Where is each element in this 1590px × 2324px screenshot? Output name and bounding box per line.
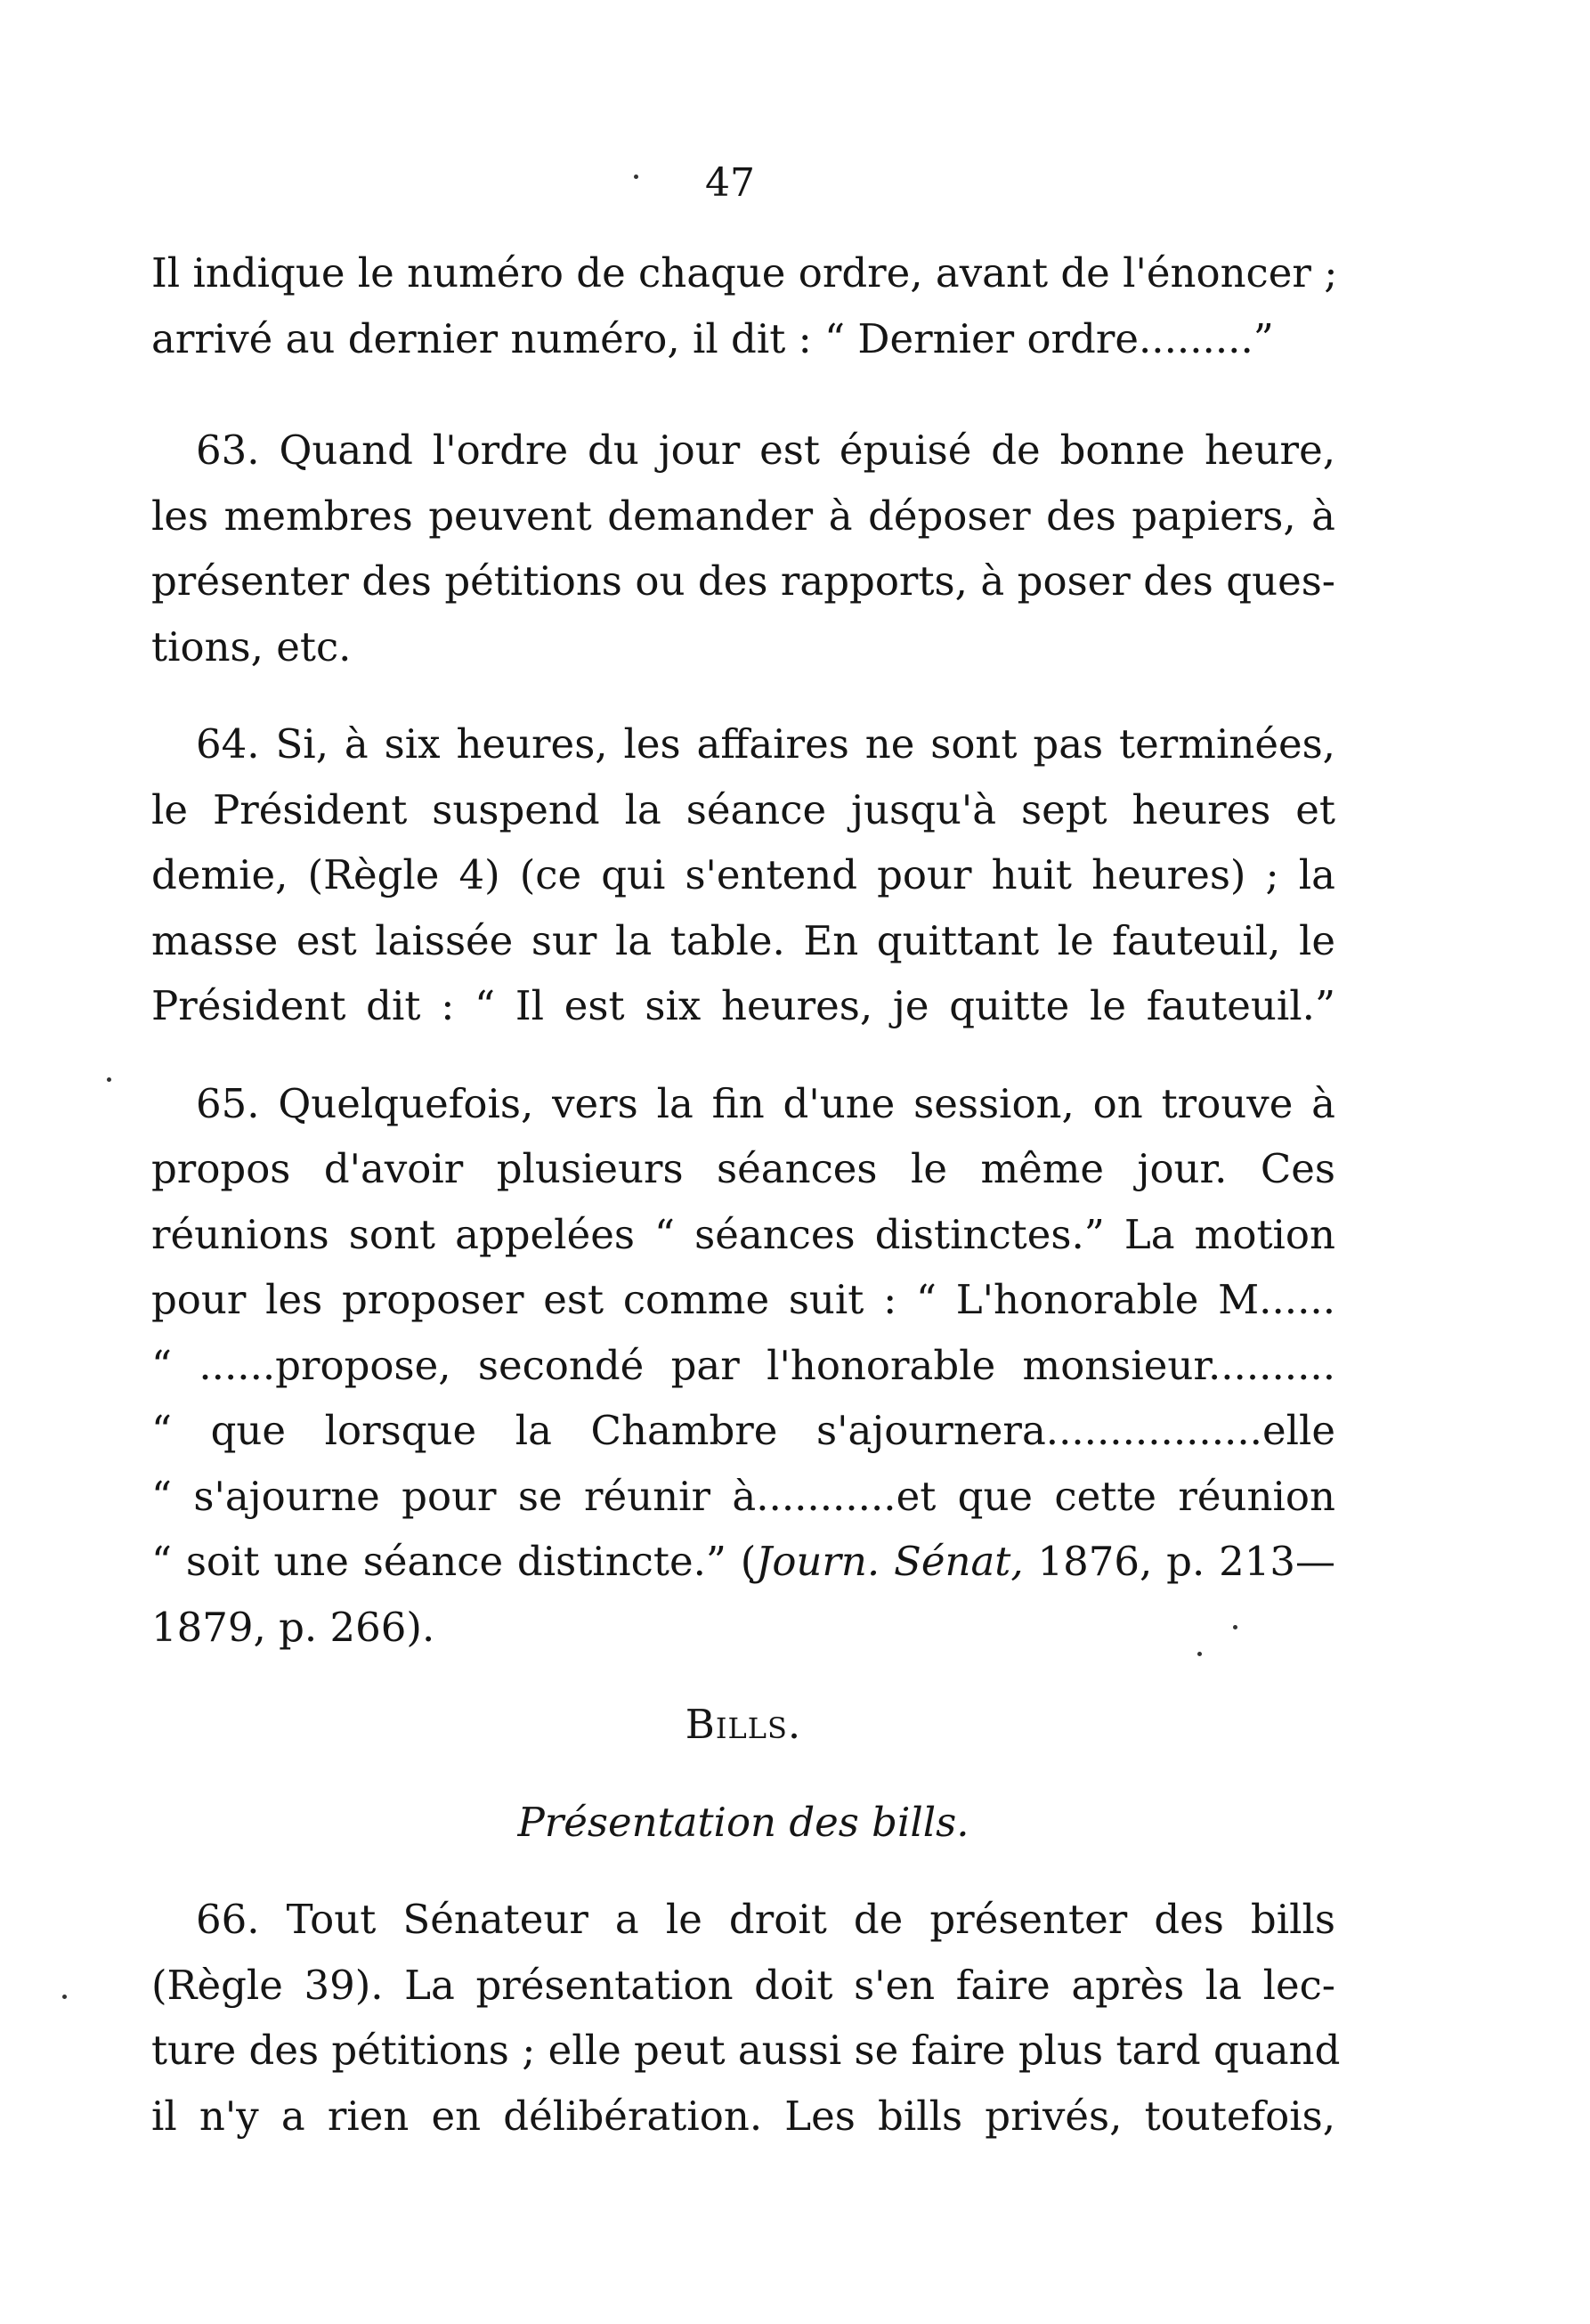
text-line: pour les proposer est comme suit : “ L'honorable M...... [151, 1276, 1335, 1323]
paragraph-64-start: 64. Si, à six heures, les affaires ne sont pas terminées, [196, 720, 1335, 768]
text-line: demie, (Règle 4) (ce qui s'entend pour huit heures) ; la [151, 851, 1335, 898]
journal-title: Journ. Sénat, [756, 1538, 1024, 1585]
text-line: “ ......propose, secondé par l'honorable monsieur.......... [151, 1341, 1335, 1389]
text-line: propos d'avoir plusieurs séances le même jour. Ces [151, 1145, 1335, 1192]
print-speck [634, 175, 638, 179]
text-line: 1879, p. 266). [151, 1603, 435, 1651]
text-line: arrivé au dernier numéro, il dit : “ Dernier ordre.........” [151, 314, 1274, 362]
paragraph-66-start: 66. Tout Sénateur a le droit de présenter des bills [196, 1896, 1335, 1943]
page-number: 47 [705, 160, 755, 206]
text-line: (Règle 39). La présentation doit s'en faire après la lec- [151, 1961, 1335, 2009]
print-speck [107, 1077, 111, 1082]
text-line: il n'y a rien en délibération. Les bills privés, toutefois, [151, 2092, 1335, 2140]
text-line: réunions sont appelées “ séances distinctes.” La motion [151, 1210, 1335, 1258]
print-speck [1197, 1652, 1202, 1656]
text-line: les membres peuvent demander à déposer des papiers, à [151, 492, 1335, 540]
text-line: “ s'ajourne pour se réunir à...........et que cette réunion [151, 1472, 1335, 1520]
print-speck [62, 1995, 67, 1999]
subsection-title: Présentation des bills. [517, 1798, 969, 1846]
citation-pre: “ soit une séance distincte.” ( [151, 1538, 757, 1585]
citation-line [151, 1529, 1335, 1595]
citation-post: 1876, p. 213— [1023, 1538, 1336, 1585]
text-line: le Président suspend la séance jusqu'à sept heures et [151, 785, 1335, 833]
paragraph-65-start: 65. Quelquefois, vers la fin d'une session, on trouve à [196, 1079, 1335, 1127]
print-speck [1233, 1625, 1237, 1629]
text-line: Il indique le numéro de chaque ordre, avant de l'énoncer ; [151, 249, 1338, 297]
text-line: masse est laissée sur la table. En quittant le fauteuil, le [151, 916, 1335, 964]
text-line: présenter des pétitions ou des rapports, à poser des ques- [151, 557, 1335, 605]
text-line: ture des pétitions ; elle peut aussi se faire plus tard quand [151, 2027, 1341, 2074]
text-line: Président dit : “ Il est six heures, je quitte le fauteuil.” [151, 982, 1335, 1029]
page-body [151, 240, 1341, 2149]
section-title: Bills. [685, 1701, 802, 1748]
text-line: tions, etc. [151, 622, 352, 670]
paragraph-63-start: 63. Quand l'ordre du jour est épuisé de bonne heure, [196, 427, 1335, 474]
text-line: “ que lorsque la Chambre s'ajournera.................elle [151, 1407, 1335, 1454]
